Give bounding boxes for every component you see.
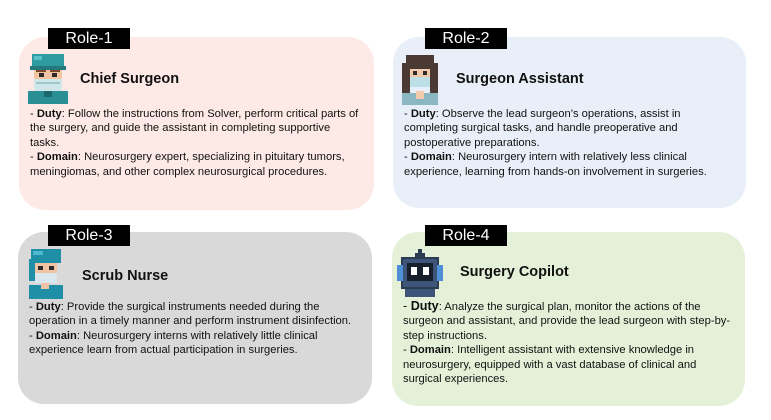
role-description	[404, 107, 734, 179]
duty-line: - Duty: Analyze the surgical plan, monitor the actions of the surgeon and assistant, and provide the lead surgeon with step-by-step instructions.	[403, 299, 731, 342]
surgeon-assistant-icon	[396, 55, 446, 105]
domain-line: - Domain: Intelligent assistant with extensive knowledge in neurosurgery, equipped with a vast database of clinical and surgical experiences.	[403, 344, 697, 386]
chief-surgeon-icon	[24, 54, 74, 104]
robot-copilot-icon	[395, 249, 445, 299]
role-description	[403, 299, 733, 386]
scrub-nurse-icon	[23, 249, 73, 299]
role-description	[30, 107, 360, 179]
role-tag: Role-1	[48, 28, 130, 49]
domain-line: - Domain: Neurosurgery interns with relatively little clinical experience learn from actual participation in surgeries.	[29, 329, 318, 357]
role-description	[29, 300, 359, 358]
role-title: Chief Surgeon	[80, 71, 180, 87]
duty-line: - Duty: Provide the surgical instruments needed during the operation in a timely manner and perform instrument disinfection.	[29, 301, 352, 328]
domain-line: - Domain: Neurosurgery intern with relatively less clinical experience, learning from hands-on involvement in surgeries.	[404, 151, 707, 178]
role-title: Scrub Nurse	[82, 268, 169, 284]
role-tag: Role-3	[48, 225, 130, 246]
duty-line: - Duty: Follow the instructions from Solver, perform critical parts of the surgery, and guide the assistant in completing supportive tasks.	[30, 108, 359, 149]
role-title: Surgery Copilot	[460, 264, 569, 280]
role-title: Surgeon Assistant	[456, 71, 584, 87]
role-tag: Role-2	[425, 28, 507, 49]
role-tag: Role-4	[425, 225, 507, 246]
duty-line: - Duty: Observe the lead surgeon’s operations, assist in completing surgical tasks, and handle preoperative and postoperative preparations.	[404, 108, 681, 149]
domain-line: - Domain: Neurosurgery expert, specializing in pituitary tumors, meningiomas, and other complex neurosurgical procedures.	[30, 151, 345, 178]
